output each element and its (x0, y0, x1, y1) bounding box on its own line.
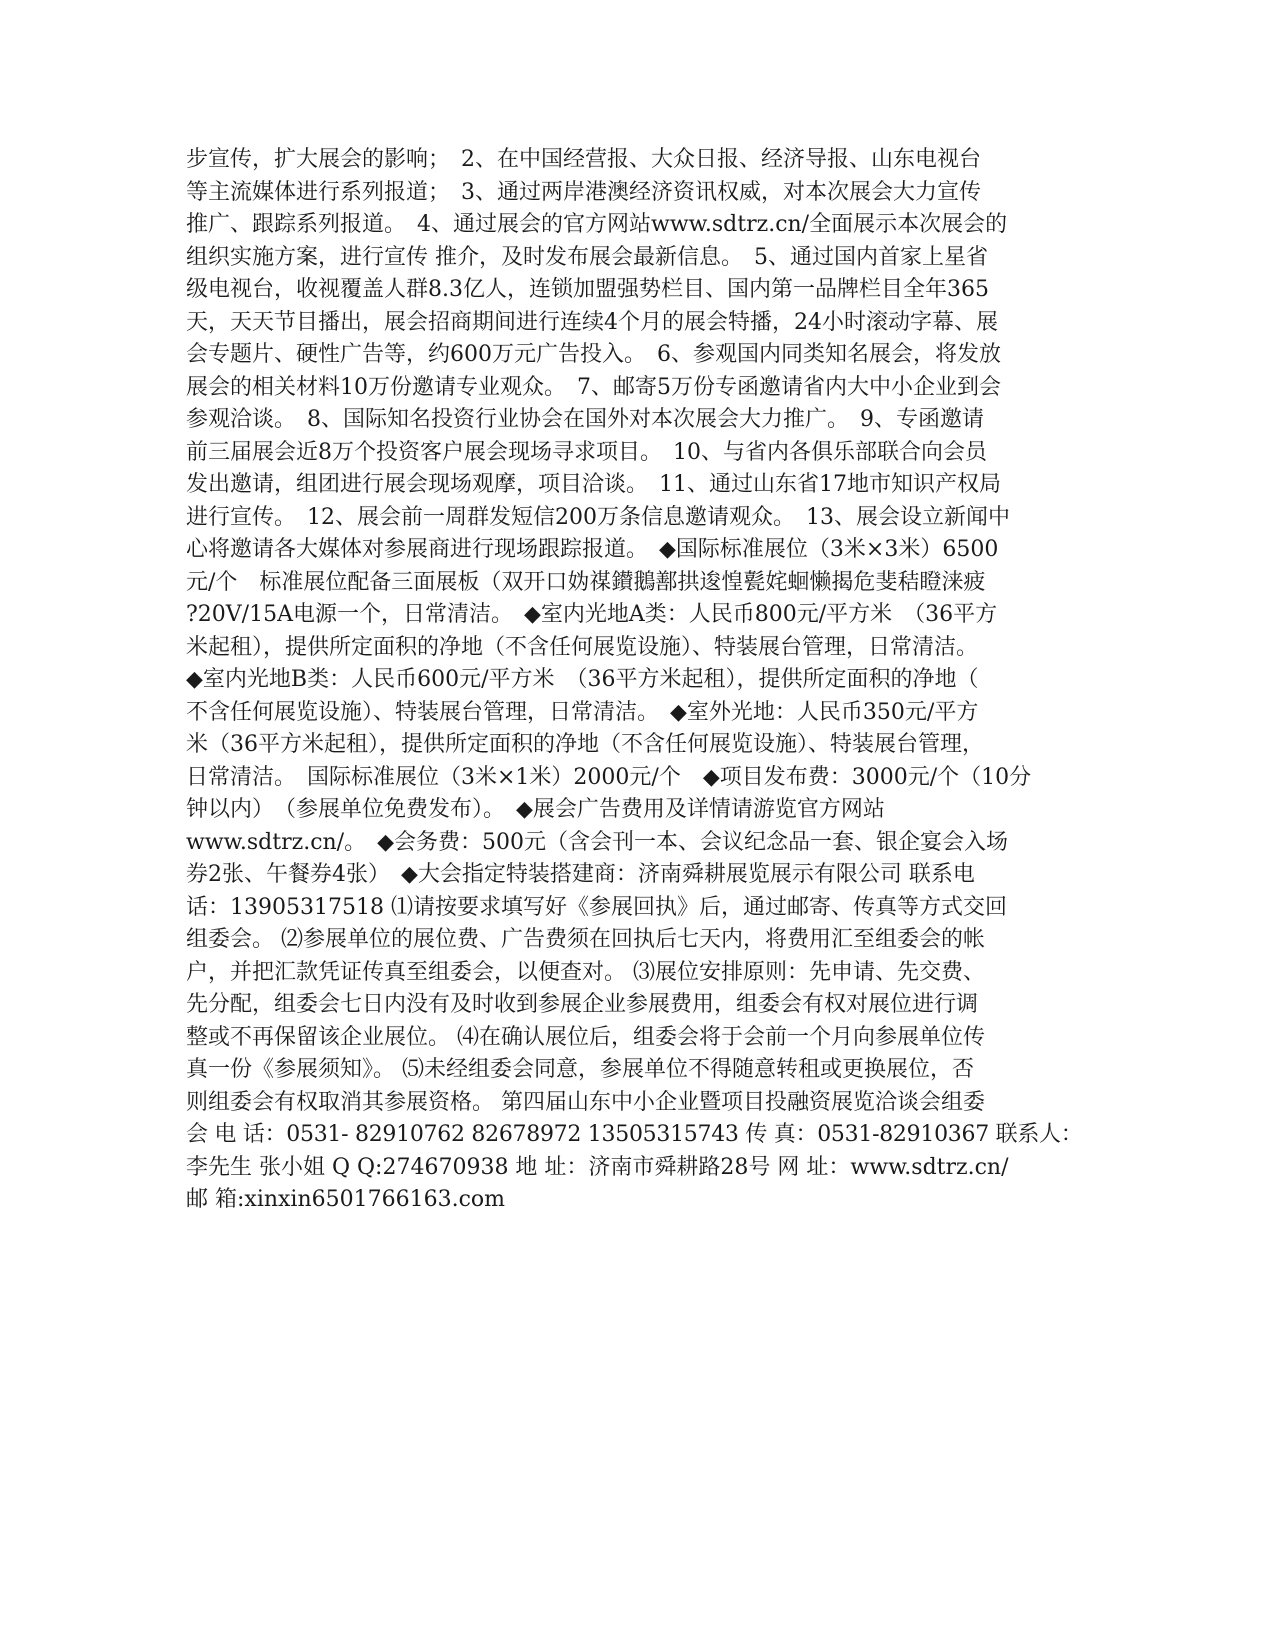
text-line: 则组委会有权取消其参展资格。 第四届山东中小企业暨项目投融资展览洽谈会组委 (186, 1089, 985, 1115)
text-line: 元/个 标准展位配备三面展板（双开口妫禖鑚鵝鄯拱逡惶甏姹蛔懒揭危斐秸瞪涞疲 (186, 569, 986, 595)
text-line: www.sdtrz.cn/。 ◆会务费：500元（含会刊一本、会议纪念品一套、银企宴会入场 (186, 829, 1009, 855)
text-line: 钟以内） （参展单位免费发布）。 ◆展会广告费用及详情请游览官方网站 (186, 797, 885, 822)
text-line: 步宣传，扩大展会的影响； 2、在中国经营报、大众日报、经济导报、山东电视台 (186, 147, 981, 172)
text-line: 会专题片、硬性广告等，约600万元广告投入。 6、参观国内同类知名展会，将发放 (186, 342, 1001, 367)
text-line: 进行宣传。 12、展会前一周群发短信200万条信息邀请观众。 13、展会设立新闻中 (186, 504, 1010, 530)
text-line: 话：13905317518 ⑴请按要求填写好《参展回执》后，通过邮寄、传真等方式交回 (186, 894, 1007, 920)
text-line: ◆室内光地B类：人民币600元/平方米 （36平方米起租），提供所定面积的净地（ (186, 667, 979, 692)
text-line: 会 电 话：0531- 82910762 82678972 13505315743 传 真：0531-82910367 联系人： (186, 1122, 1083, 1147)
text-line: 组委会。 ⑵参展单位的展位费、广告费须在回执后七天内，将费用汇至组委会的帐 (186, 927, 985, 952)
text-line: 展会的相关材料10万份邀请专业观众。 7、邮寄5万份专函邀请省内大中小企业到会 (186, 374, 1001, 400)
text-line: 日常清洁。 国际标准展位（3米×1米）2000元/个 ◆项目发布费：3000元/个（10分 (186, 764, 1032, 790)
text-line: 先分配，组委会七日内没有及时收到参展企业参展费用，组委会有权对展位进行调 (186, 992, 979, 1017)
text-line: 推广、跟踪系列报道。 4、通过展会的官方网站www.sdtrz.cn/全面展示本次展会的 (186, 212, 1008, 237)
text-line: 米（36平方米起租），提供所定面积的净地（不含任何展览设施）、特装展台管理， (186, 732, 984, 757)
text-line: 参观洽谈。 8、国际知名投资行业协会在国外对本次展会大力推广。 9、专函邀请 (186, 407, 984, 432)
text-line: 米起租），提供所定面积的净地（不含任何展览设施）、特装展台管理，日常清洁。 (186, 634, 979, 660)
text-line: 不含任何展览设施）、特装展台管理，日常清洁。 ◆室外光地：人民币350元/平方 (186, 699, 979, 725)
text-line: 真一份《参展须知》。 ⑸未经组委会同意，参展单位不得随意转租或更换展位，否 (186, 1057, 974, 1082)
text-line: ?20V/15A电源一个，日常清洁。 ◆室内光地A类：人民币800元/平方米 （36平方 (186, 602, 998, 627)
text-line: 前三届展会近8万个投资客户展会现场寻求项目。 10、与省内各俱乐部联合向会员 (186, 439, 987, 465)
text-line: 券2张、午餐券4张） ◆大会指定特装搭建商：济南舜耕展览展示有限公司 联系电 (186, 862, 975, 887)
text-line: 户，并把汇款凭证传真至组委会，以便查对。 ⑶展位安排原则：先申请、先交费、 (186, 959, 985, 985)
text-line: 级电视台，收视覆盖人群8.3亿人，连锁加盟强势栏目、国内第一品牌栏目全年365 (186, 277, 989, 302)
text-line: 李先生 张小姐 Q Q:274670938 地 址：济南市舜耕路28号 网 址：www.sdtrz.cn/ (186, 1154, 1009, 1180)
text-line: 天，天天节目播出，展会招商期间进行连续4个月的展会特播，24小时滚动字幕、展 (186, 309, 998, 335)
text-line: 发出邀请，组团进行展会现场观摩，项目洽谈。 11、通过山东省17地市知识产权局 (186, 472, 1001, 497)
text-line: 心将邀请各大媒体对参展商进行现场跟踪报道。 ◆国际标准展位（3米×3米）6500 (186, 537, 999, 562)
text-line: 邮 箱:xinxin6501766163.com (186, 1187, 506, 1212)
document-body (186, 144, 1086, 1217)
text-line: 组织实施方案，进行宣传 推介，及时发布展会最新信息。 5、通过国内首家上星省 (186, 244, 988, 270)
text-line: 等主流媒体进行系列报道； 3、通过两岸港澳经济资讯权威，对本次展会大力宣传 (186, 179, 981, 205)
text-line: 整或不再保留该企业展位。 ⑷在确认展位后，组委会将于会前一个月向参展单位传 (186, 1024, 985, 1050)
